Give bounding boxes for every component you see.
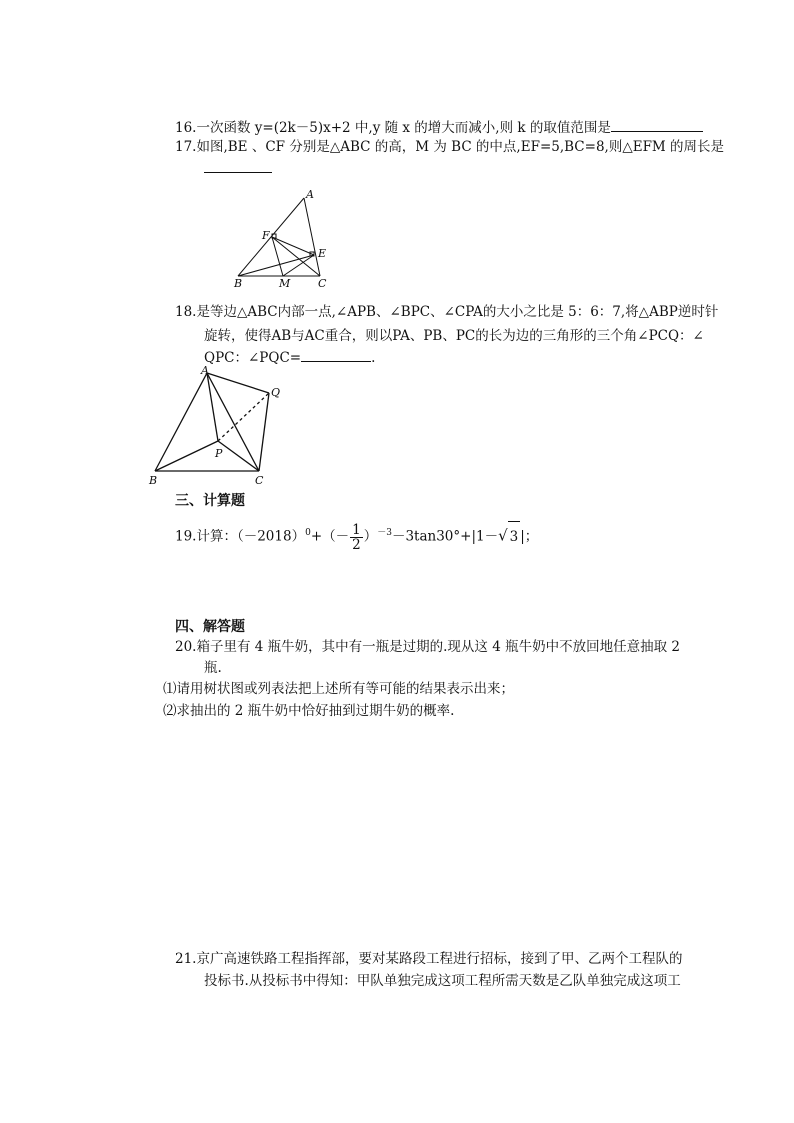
segment-be <box>238 255 314 276</box>
question-17-line1: 17.如图,BE 、CF 分别是△ABC 的高，M 为 BC 的中点,EF=5,BC=8,则△EFM 的周长是 <box>175 139 725 155</box>
label-p: P <box>215 447 223 460</box>
q19-suffix: |； <box>520 528 539 545</box>
question-18-line3-text: QPC：∠PQC= <box>204 350 302 366</box>
question-16 <box>175 117 703 137</box>
figure-18-equilateral-triangle <box>145 363 295 488</box>
label-f: F <box>262 229 270 242</box>
fraction-one-half <box>350 523 363 552</box>
section-4-title: 四、解答题 <box>175 619 245 635</box>
question-20-line2: 瓶. <box>204 660 222 676</box>
q19-prefix: 19.计算：（－2018） <box>175 528 306 545</box>
section-3-title: 三、计算题 <box>175 493 245 509</box>
q19-close-paren: ） <box>363 528 378 545</box>
question-18-line1: 18.是等边△ABC内部一点,∠APB、∠BPC、∠CPA的大小之比是 5：6：7,将△ABP逆时针 <box>175 304 719 320</box>
question-19 <box>175 518 538 552</box>
question-21-line2: 投标书.从投标书中得知：甲队单独完成这项工程所需天数是乙队单独完成这项工 <box>204 973 681 989</box>
label-m: M <box>279 277 291 290</box>
answer-blank <box>611 117 703 132</box>
question-20-part1: ⑴请用树状图或列表法把上述所有等可能的结果表示出来； <box>163 681 514 697</box>
question-18-line2: 旋转，使得AB与AC重合，则以PA、PB、PC的长为边的三角形的三个角∠PCQ：∠ <box>204 328 704 344</box>
segment-fe <box>272 237 314 255</box>
sqrt-content: 3 <box>508 521 521 552</box>
label-a: A <box>201 364 209 377</box>
fraction-denominator: 2 <box>352 536 361 553</box>
label-a: A <box>306 188 314 201</box>
sqrt-icon: √ <box>498 526 508 545</box>
segment-qc <box>259 393 269 471</box>
label-q: Q <box>271 386 281 399</box>
segment-ab <box>155 373 207 471</box>
label-b: B <box>149 474 158 487</box>
question-20-line1: 20.箱子里有 4 瓶牛奶，其中有一瓶是过期的.现从这 4 瓶牛奶中不放回地任意抽取 2 <box>175 639 680 655</box>
label-e: E <box>318 247 327 260</box>
answer-blank <box>301 347 371 362</box>
segment-pq-dashed <box>218 393 269 441</box>
segment-fm <box>272 237 283 276</box>
label-c: C <box>255 474 264 487</box>
q19-exponent-zero: 0 <box>305 528 311 538</box>
label-b: B <box>234 277 243 290</box>
label-c: C <box>318 277 327 290</box>
q19-exponent-neg3: －3 <box>377 528 392 538</box>
segment-bp <box>155 441 218 471</box>
q19-middle: －3tan30°+|1－ <box>391 528 499 545</box>
question-18-period: . <box>371 350 376 366</box>
q19-plus: +（－ <box>310 528 350 545</box>
segment-pc <box>218 441 259 471</box>
answer-blank <box>204 158 272 173</box>
segment-ac <box>304 198 320 276</box>
fraction-numerator: 1 <box>352 521 361 538</box>
question-16-text: 16.一次函数 y=(2k－5)x+2 中,y 随 x 的增大而减小,则 k 的取值范围是 <box>175 120 611 136</box>
segment-ba <box>238 198 304 276</box>
question-20-part2: ⑵求抽出的 2 瓶牛奶中恰好抽到过期牛奶的概率. <box>163 703 455 719</box>
figure-17-triangle <box>228 186 348 290</box>
question-17-blank-line <box>204 158 272 178</box>
question-21-line1: 21.京广高速铁路工程指挥部，要对某路段工程进行招标，接到了甲、乙两个工程队的 <box>175 951 683 967</box>
